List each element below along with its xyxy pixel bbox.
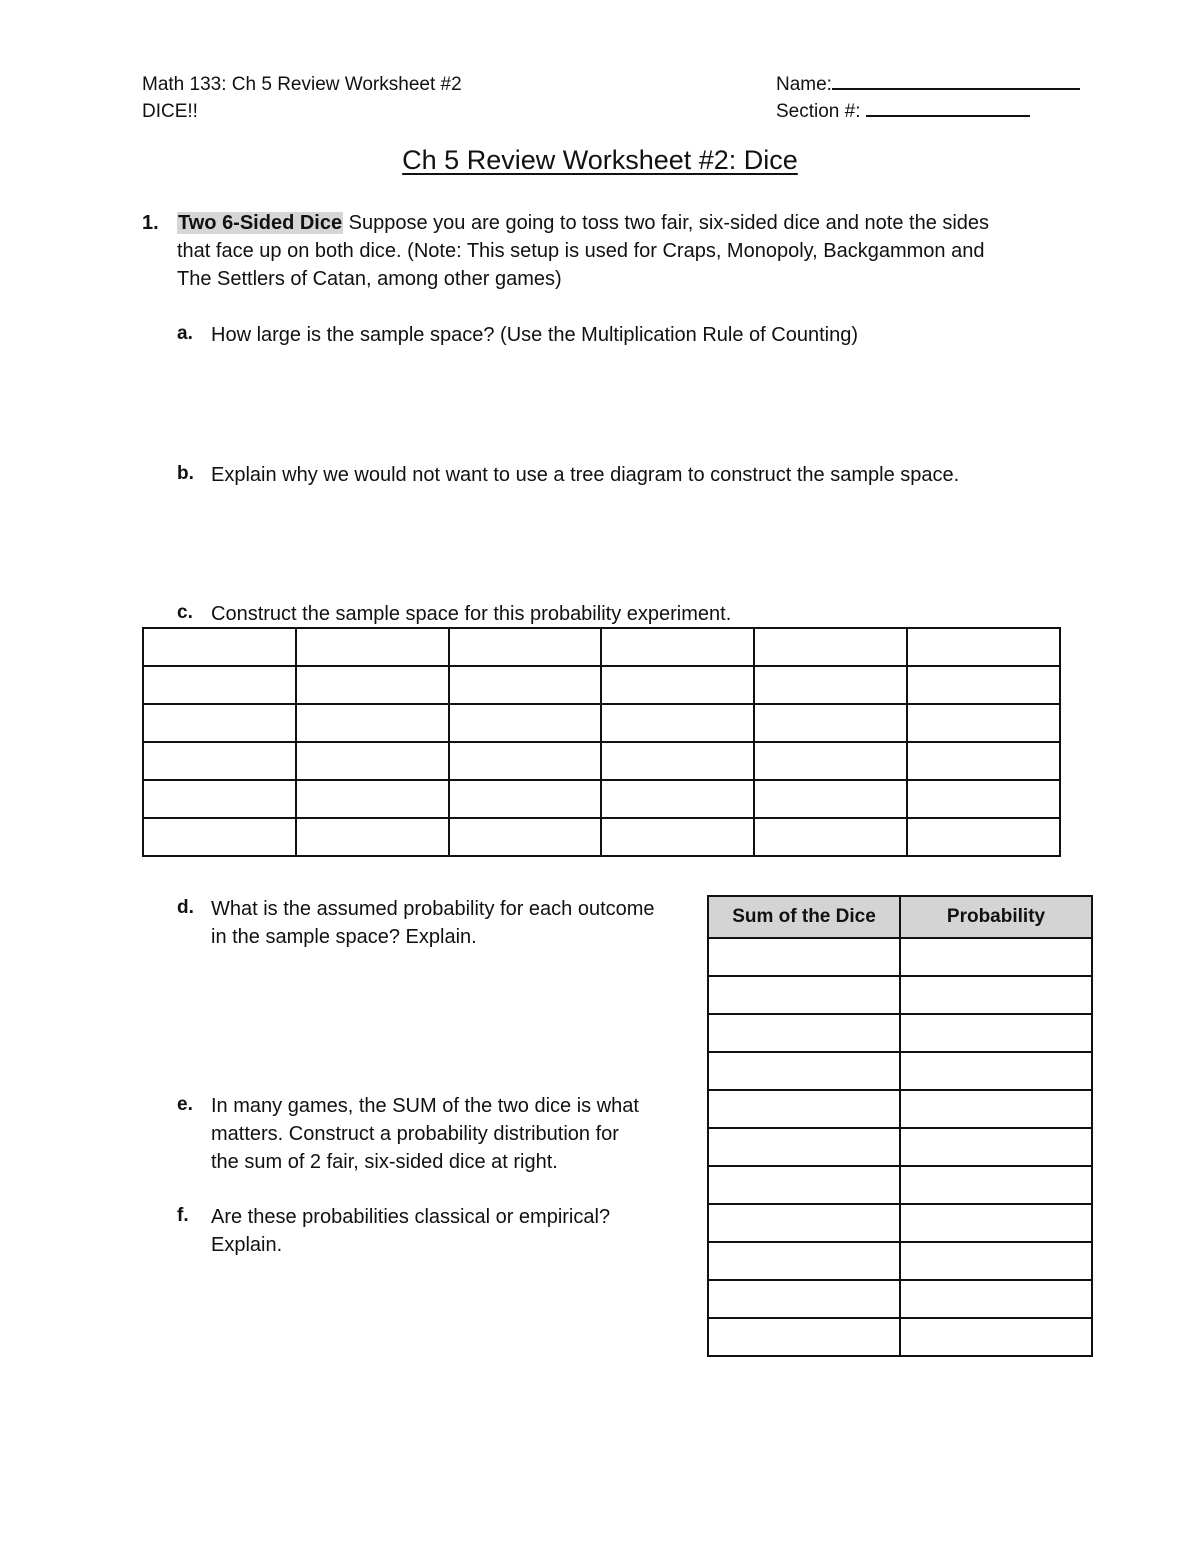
part-c-letter: c. xyxy=(177,602,193,623)
header-sum-of-dice: Sum of the Dice xyxy=(708,896,900,938)
probability-cell[interactable] xyxy=(900,1166,1092,1204)
sum-cell[interactable] xyxy=(708,1014,900,1052)
probability-cell[interactable] xyxy=(900,938,1092,976)
sum-cell[interactable] xyxy=(708,1242,900,1280)
section-label: Section #: xyxy=(776,101,861,122)
sample-table-cell[interactable] xyxy=(907,666,1060,704)
part-e-letter: e. xyxy=(177,1094,193,1115)
probability-distribution-table xyxy=(707,895,1093,1357)
sample-table-cell[interactable] xyxy=(754,628,907,666)
sum-cell[interactable] xyxy=(708,976,900,1014)
distribution-header-row xyxy=(708,896,1092,938)
part-e-text-3: the sum of 2 fair, six-sided dice at right. xyxy=(211,1151,558,1173)
sample-table-cell[interactable] xyxy=(907,818,1060,856)
part-f-text-2: Explain. xyxy=(211,1234,283,1256)
sample-table-cell[interactable] xyxy=(601,628,754,666)
part-f-text-1: Are these probabilities classical or empirical? xyxy=(211,1206,611,1228)
sample-table-row xyxy=(143,818,1060,856)
part-d-letter: d. xyxy=(177,897,194,918)
distribution-row xyxy=(708,1204,1092,1242)
probability-cell[interactable] xyxy=(900,1242,1092,1280)
probability-cell[interactable] xyxy=(900,1052,1092,1090)
page-title: Ch 5 Review Worksheet #2: Dice xyxy=(402,145,798,175)
sample-table-cell[interactable] xyxy=(449,628,602,666)
distribution-row xyxy=(708,1280,1092,1318)
part-f-letter: f. xyxy=(177,1205,189,1226)
distribution-row xyxy=(708,1014,1092,1052)
distribution-row xyxy=(708,976,1092,1014)
part-e-text-2: matters. Construct a probability distribution for xyxy=(211,1123,619,1145)
sample-table-cell[interactable] xyxy=(143,780,296,818)
sample-table-row xyxy=(143,628,1060,666)
sample-table-cell[interactable] xyxy=(601,818,754,856)
probability-cell[interactable] xyxy=(900,1128,1092,1166)
worksheet-subtitle: DICE!! xyxy=(142,101,198,122)
question-1-text-3: The Settlers of Catan, among other games) xyxy=(177,268,562,290)
sample-table-cell[interactable] xyxy=(143,818,296,856)
probability-cell[interactable] xyxy=(900,1090,1092,1128)
sample-space-table xyxy=(142,627,1061,857)
sample-table-cell[interactable] xyxy=(449,818,602,856)
sample-table-row xyxy=(143,704,1060,742)
sample-table-cell[interactable] xyxy=(143,742,296,780)
name-field[interactable] xyxy=(776,74,1080,96)
sample-table-cell[interactable] xyxy=(143,666,296,704)
sum-cell[interactable] xyxy=(708,1128,900,1166)
sample-table-cell[interactable] xyxy=(754,818,907,856)
sample-table-cell[interactable] xyxy=(754,780,907,818)
sum-cell[interactable] xyxy=(708,1090,900,1128)
probability-cell[interactable] xyxy=(900,1318,1092,1356)
sum-cell[interactable] xyxy=(708,938,900,976)
sum-cell[interactable] xyxy=(708,1052,900,1090)
name-blank[interactable] xyxy=(832,88,1080,90)
distribution-row xyxy=(708,1166,1092,1204)
section-field[interactable] xyxy=(776,101,1030,123)
sample-table-cell[interactable] xyxy=(449,666,602,704)
part-a-letter: a. xyxy=(177,323,193,344)
probability-cell[interactable] xyxy=(900,1280,1092,1318)
sample-table-cell[interactable] xyxy=(907,780,1060,818)
sample-table-cell[interactable] xyxy=(296,742,449,780)
part-a-text: How large is the sample space? (Use the Multiplication Rule of Counting) xyxy=(211,324,858,346)
question-1-topic: Two 6-Sided Dice xyxy=(178,212,343,234)
sample-table-row xyxy=(143,780,1060,818)
sample-table-cell[interactable] xyxy=(601,666,754,704)
part-c-text: Construct the sample space for this probability experiment. xyxy=(211,603,732,625)
sample-table-cell[interactable] xyxy=(601,742,754,780)
sample-table-cell[interactable] xyxy=(449,742,602,780)
distribution-row xyxy=(708,1242,1092,1280)
probability-cell[interactable] xyxy=(900,976,1092,1014)
sample-table-cell[interactable] xyxy=(296,780,449,818)
question-1-text-1: Suppose you are going to toss two fair, six-sided dice and note the sides xyxy=(343,212,990,234)
distribution-row xyxy=(708,1318,1092,1356)
distribution-row xyxy=(708,1052,1092,1090)
sum-cell[interactable] xyxy=(708,1318,900,1356)
probability-cell[interactable] xyxy=(900,1204,1092,1242)
part-e-text-1: In many games, the SUM of the two dice is what xyxy=(211,1095,639,1117)
sample-table-row xyxy=(143,666,1060,704)
sample-table-cell[interactable] xyxy=(754,742,907,780)
question-1-text-2: that face up on both dice. (Note: This setup is used for Craps, Monopoly, Backgammon and xyxy=(177,240,985,262)
sample-table-cell[interactable] xyxy=(296,818,449,856)
section-blank[interactable] xyxy=(866,115,1030,117)
sample-table-cell[interactable] xyxy=(754,666,907,704)
sample-table-cell[interactable] xyxy=(907,742,1060,780)
part-d-text-2: in the sample space? Explain. xyxy=(211,926,477,948)
sample-table-cell[interactable] xyxy=(601,780,754,818)
sample-table-cell[interactable] xyxy=(601,704,754,742)
sample-table-cell[interactable] xyxy=(754,704,907,742)
sample-table-cell[interactable] xyxy=(296,704,449,742)
sample-table-cell[interactable] xyxy=(907,628,1060,666)
part-b-letter: b. xyxy=(177,463,194,484)
course-title: Math 133: Ch 5 Review Worksheet #2 xyxy=(142,74,462,95)
sample-table-cell[interactable] xyxy=(143,628,296,666)
distribution-row xyxy=(708,1128,1092,1166)
sum-cell[interactable] xyxy=(708,1204,900,1242)
question-1-number: 1. xyxy=(142,212,159,234)
sample-table-cell[interactable] xyxy=(296,628,449,666)
probability-cell[interactable] xyxy=(900,1014,1092,1052)
sample-table-cell[interactable] xyxy=(296,666,449,704)
sum-cell[interactable] xyxy=(708,1166,900,1204)
part-b-text: Explain why we would not want to use a tree diagram to construct the sample space. xyxy=(211,464,960,486)
header-probability: Probability xyxy=(900,896,1092,938)
sample-table-cell[interactable] xyxy=(143,704,296,742)
question-1-line1 xyxy=(177,209,989,237)
name-label: Name: xyxy=(776,74,832,95)
sample-table-cell[interactable] xyxy=(449,704,602,742)
part-d-text-1: What is the assumed probability for each outcome xyxy=(211,898,655,920)
sample-table-cell[interactable] xyxy=(907,704,1060,742)
sample-table-cell[interactable] xyxy=(449,780,602,818)
sum-cell[interactable] xyxy=(708,1280,900,1318)
distribution-row xyxy=(708,1090,1092,1128)
distribution-row xyxy=(708,938,1092,976)
sample-table-row xyxy=(143,742,1060,780)
